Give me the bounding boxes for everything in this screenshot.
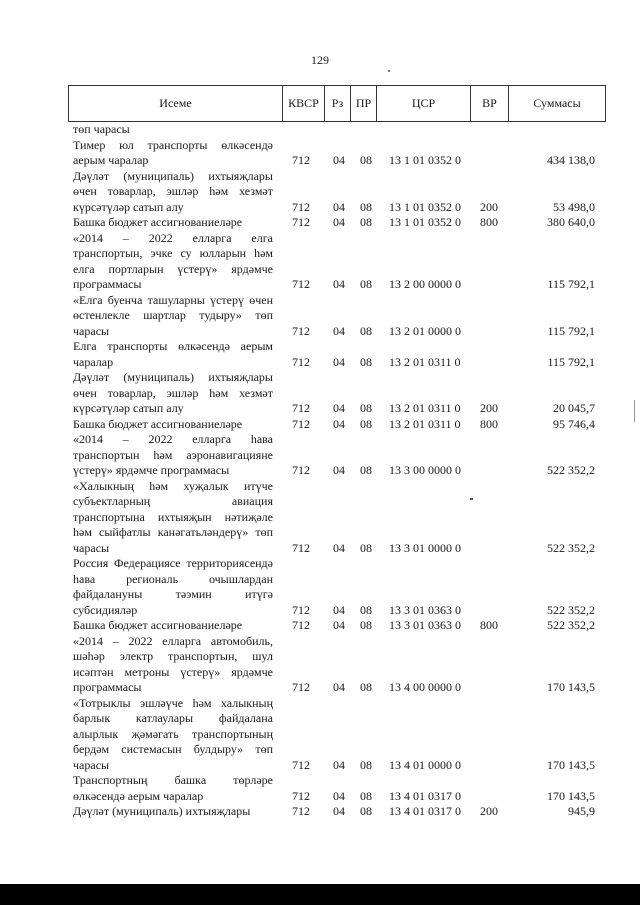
row-name-line: «2014 – 2022 елларга елга	[73, 230, 273, 245]
cell-sum: 522 352,2	[547, 618, 595, 632]
cell-pr: 08	[360, 153, 372, 167]
table-row	[0, 556, 640, 618]
cell-csr: 13 3 01 0000 0	[389, 540, 461, 555]
table-row	[0, 634, 640, 696]
cell-rz: 04	[333, 323, 345, 338]
row-name-line: алырлык җәмәгать транспортының	[73, 726, 273, 741]
cell-pr: 08	[360, 401, 372, 415]
table-row	[0, 122, 640, 138]
cell-sum: 522 352,2	[547, 540, 595, 555]
row-name-line: исәптән метроны үстерү» ярдәмче	[73, 664, 273, 679]
cell-kvsr: 712	[292, 199, 310, 214]
cell-rz: 04	[333, 416, 345, 431]
table-body	[0, 122, 640, 820]
row-name-line: программасы	[73, 277, 142, 291]
scan-edge-mark	[634, 400, 635, 422]
table-row	[0, 138, 640, 169]
scan-speck	[470, 498, 473, 500]
row-name-line: Тимер юл транспорты өлкәсендә	[73, 137, 273, 152]
cell-kvsr: 712	[292, 416, 310, 431]
row-name-line: Башка бюджет ассигнованиеләре	[73, 215, 243, 229]
cell-sum: 434 138,0	[547, 153, 595, 167]
row-name-line: Башка бюджет ассигнованиеләре	[73, 416, 243, 431]
row-name-line: бердәм системасын булдыру» төп	[73, 742, 273, 756]
header-rz: Рз	[325, 86, 351, 121]
cell-vr: 800	[480, 215, 498, 229]
table-row	[0, 696, 640, 774]
cell-sum: 522 352,2	[547, 463, 595, 477]
cell-kvsr: 712	[292, 354, 310, 369]
row-name-line: субсидияләр	[73, 602, 138, 617]
cell-kvsr: 712	[292, 277, 310, 291]
row-name-line: төп чарасы	[73, 122, 130, 136]
cell-kvsr: 712	[292, 153, 310, 167]
row-name-line: Россия Федерациясе территориясендә	[73, 556, 273, 570]
row-name-line: «Тотрыклы эшләүче һәм халыкның	[73, 695, 273, 710]
cell-kvsr: 712	[292, 540, 310, 555]
cell-rz: 04	[333, 401, 345, 415]
cell-pr: 08	[360, 602, 372, 617]
header-kvsr: КВСР	[283, 86, 325, 121]
cell-vr: 200	[480, 401, 498, 415]
cell-kvsr: 712	[292, 463, 310, 477]
table-row	[0, 370, 640, 417]
row-name-line: һава региональ очышлардан	[73, 571, 273, 586]
cell-kvsr: 712	[292, 618, 310, 632]
cell-csr: 13 1 01 0352 0	[389, 153, 461, 167]
row-name-line: программасы	[73, 680, 142, 694]
table-row	[0, 339, 640, 370]
row-name-line: Дәүләт (муниципаль) ихтыяҗлары	[73, 804, 251, 818]
row-name-line: өчен товарлар, эшләр һәм хезмәт	[73, 184, 273, 198]
cell-pr: 08	[360, 788, 372, 803]
cell-pr: 08	[360, 199, 372, 214]
row-name-line: «Елга буенча ташуларны үстерү өчен	[73, 292, 273, 307]
cell-rz: 04	[333, 540, 345, 555]
cell-kvsr: 712	[292, 680, 310, 694]
table-row	[0, 169, 640, 216]
cell-rz: 04	[333, 757, 345, 772]
row-name-line: барлык катлаулары файдалана	[73, 711, 273, 725]
row-name-line: Елга транспорты өлкәсендә аерым	[73, 339, 273, 353]
cell-kvsr: 712	[292, 215, 310, 229]
scan-speck	[388, 70, 390, 72]
row-name-line: чарасы	[73, 540, 110, 555]
cell-rz: 04	[333, 804, 345, 818]
row-name-line: чаралар	[73, 354, 114, 369]
cell-pr: 08	[360, 354, 372, 369]
cell-rz: 04	[333, 215, 345, 229]
cell-csr: 13 3 01 0363 0	[389, 618, 461, 632]
row-name-line: чарасы	[73, 757, 110, 772]
cell-pr: 08	[360, 804, 372, 818]
cell-kvsr: 712	[292, 323, 310, 338]
cell-pr: 08	[360, 618, 372, 632]
cell-csr: 13 2 01 0000 0	[389, 323, 461, 338]
row-name-line: чарасы	[73, 323, 110, 338]
cell-pr: 08	[360, 323, 372, 338]
cell-vr: 800	[480, 618, 498, 632]
cell-csr: 13 4 01 0000 0	[389, 757, 461, 772]
table-row	[0, 804, 640, 820]
header-sum: Суммасы	[533, 96, 581, 110]
cell-rz: 04	[333, 788, 345, 803]
cell-pr: 08	[360, 463, 372, 477]
row-name-line: Башка бюджет ассигнованиеләре	[73, 618, 243, 632]
row-name-line: өлкәсендә аерым чаралар	[73, 788, 204, 803]
header-pr: ПР	[351, 86, 377, 121]
cell-kvsr: 712	[292, 804, 310, 818]
cell-sum: 115 792,1	[547, 277, 595, 291]
cell-pr: 08	[360, 757, 372, 772]
cell-kvsr: 712	[292, 788, 310, 803]
cell-sum: 95 746,4	[553, 416, 595, 431]
cell-vr: 200	[480, 199, 498, 214]
cell-csr: 13 2 00 0000 0	[389, 277, 461, 291]
cell-rz: 04	[333, 618, 345, 632]
cell-sum: 380 640,0	[547, 215, 595, 229]
cell-csr: 13 4 01 0317 0	[389, 788, 461, 803]
page-number: 129	[311, 53, 329, 67]
table-row	[0, 293, 640, 340]
cell-csr: 13 4 01 0317 0	[389, 804, 461, 818]
cell-sum: 945,9	[568, 804, 595, 818]
cell-kvsr: 712	[292, 602, 310, 617]
cell-rz: 04	[333, 153, 345, 167]
table-row	[0, 432, 640, 479]
cell-rz: 04	[333, 199, 345, 214]
cell-sum: 522 352,2	[547, 602, 595, 617]
row-name-line: транспортына ихтыяҗын нәтиҗәле	[73, 509, 273, 524]
cell-pr: 08	[360, 215, 372, 229]
table-row	[0, 618, 640, 634]
row-name-line: күрсәтүләр сатып алу	[73, 199, 184, 214]
table-header	[68, 85, 606, 122]
header-csr: ЦСР	[377, 86, 471, 121]
cell-vr: 200	[480, 804, 498, 818]
cell-rz: 04	[333, 602, 345, 617]
cell-pr: 08	[360, 540, 372, 555]
cell-sum: 170 143,5	[547, 757, 595, 772]
cell-kvsr: 712	[292, 757, 310, 772]
cell-rz: 04	[333, 354, 345, 369]
cell-csr: 13 2 01 0311 0	[389, 401, 461, 415]
cell-csr: 13 1 01 0352 0	[389, 215, 461, 229]
cell-rz: 04	[333, 680, 345, 694]
cell-csr: 13 4 00 0000 0	[389, 680, 461, 694]
table-row	[0, 417, 640, 433]
cell-pr: 08	[360, 416, 372, 431]
cell-kvsr: 712	[292, 401, 310, 415]
cell-csr: 13 1 01 0352 0	[389, 199, 461, 214]
cell-sum: 53 498,0	[553, 199, 595, 214]
row-name-line: файдалануны тәэмин итүгә	[73, 587, 273, 601]
cell-csr: 13 3 01 0363 0	[389, 602, 461, 617]
cell-sum: 170 143,5	[547, 788, 595, 803]
table-row	[0, 215, 640, 231]
scan-bottom-edge	[0, 884, 640, 905]
row-name-line: өстенлекле шартлар тудыру» төп	[73, 308, 273, 322]
row-name-line: аерым чаралар	[73, 153, 149, 167]
cell-pr: 08	[360, 680, 372, 694]
row-name-line: транспортын һәм аэронавигацияне	[73, 447, 273, 462]
cell-csr: 13 3 00 0000 0	[389, 463, 461, 477]
table-row	[0, 231, 640, 293]
cell-csr: 13 2 01 0311 0	[389, 416, 461, 431]
cell-rz: 04	[333, 277, 345, 291]
table-row	[0, 773, 640, 804]
row-name-line: елга портларын үстерү» ярдәмче	[73, 261, 273, 276]
row-name-line: Дәүләт (муниципаль) ихтыяҗлары	[73, 168, 273, 183]
row-name-line: шәһәр электр транспортын, шул	[73, 649, 273, 663]
row-name-line: Дәүләт (муниципаль) ихтыяҗлары	[73, 370, 273, 384]
row-name-line: үстерү» ярдәмче программасы	[73, 463, 230, 477]
row-name-line: транспортын, эчке су юлларын һәм	[73, 246, 273, 260]
row-name-line: өчен товарлар, эшләр һәм хезмәт	[73, 385, 273, 400]
header-name: Исеме	[69, 86, 283, 121]
cell-sum: 20 045,7	[553, 401, 595, 415]
table-row	[0, 479, 640, 557]
cell-pr: 08	[360, 277, 372, 291]
row-name-line: һәм сыйфатлы канәгатьләндерү» төп	[73, 525, 273, 539]
cell-sum: 170 143,5	[547, 680, 595, 694]
row-name-line: «Халыкның һәм хуҗалык итүче	[73, 478, 273, 493]
row-name-line: Транспортның башка төрләре	[73, 773, 273, 787]
cell-csr: 13 2 01 0311 0	[389, 354, 461, 369]
cell-vr: 800	[480, 416, 498, 431]
row-name-line: субъектларның авиация	[73, 494, 273, 508]
header-vr: ВР	[471, 86, 509, 121]
row-name-line: «2014 – 2022 елларга автомобиль,	[73, 633, 273, 648]
row-name-line: «2014 – 2022 елларга һава	[73, 432, 273, 446]
row-name-line: күрсәтүләр сатып алу	[73, 401, 184, 415]
cell-sum: 115 792,1	[547, 323, 595, 338]
cell-rz: 04	[333, 463, 345, 477]
cell-sum: 115 792,1	[547, 354, 595, 369]
